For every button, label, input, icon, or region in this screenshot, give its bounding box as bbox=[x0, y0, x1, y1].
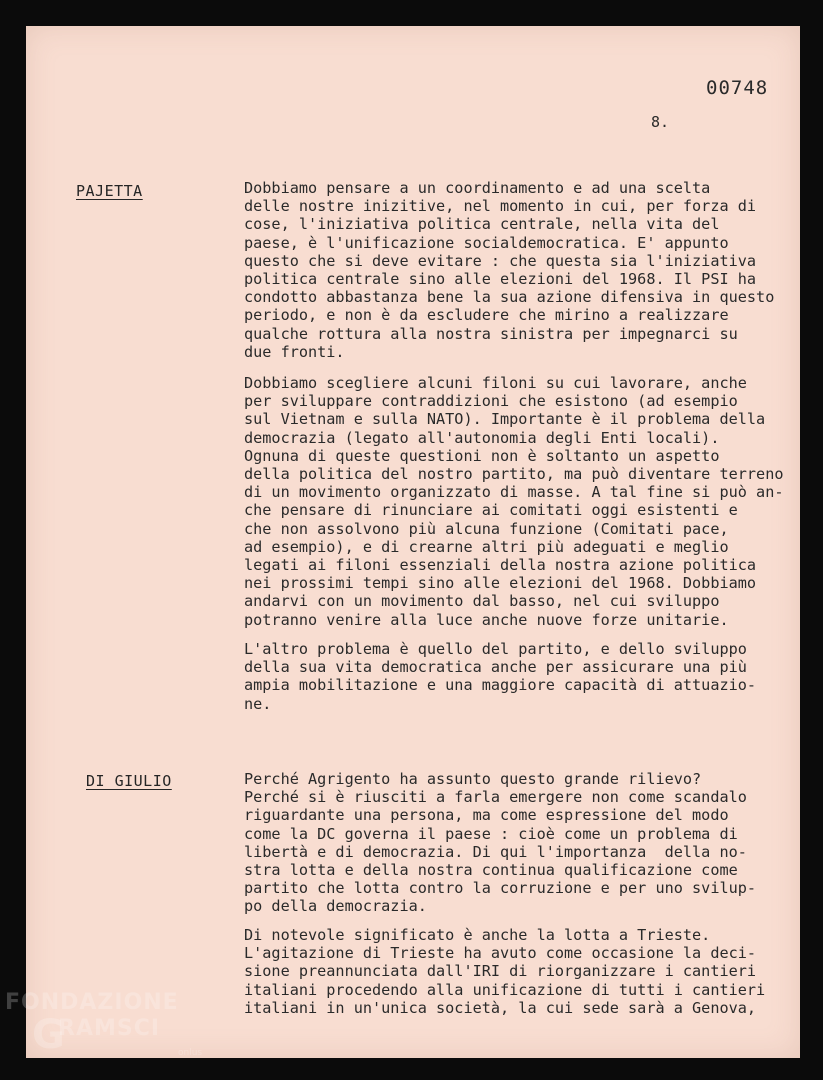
paragraph: Dobbiamo pensare a un coordinamento e ad una scelta delle nostre inizitive, nel momento in cui, per forza di cose, l'iniziativa politica centrale, nella vita del paese, è l'unificazione socialdemocratica. E' appunto questo che si deve evitare : che questa sia l'iniziativa politica centrale sino alle elezioni del 1968. Il PSI ha condotto abbastanza bene la sua azione difensiva in questo periodo, e non è da escludere che mirino a realizzare qualche rottura alla nostra sinistra per impegnarci su due fronti. bbox=[244, 179, 775, 361]
watermark-suffix: onlus bbox=[178, 1048, 203, 1058]
speaker-name-di-giulio: DI GIULIO bbox=[86, 772, 172, 790]
paragraph: L'altro problema è quello del partito, e dello sviluppo della sua vita democratica anche per assicurare una più ampia mobilitazione e una maggiore capacità di attuazio- ne. bbox=[244, 640, 757, 713]
speaker-name-pajetta: PAJETTA bbox=[76, 182, 143, 200]
watermark-text: FONDAZIONE bbox=[5, 990, 179, 1015]
paragraph: Dobbiamo scegliere alcuni filoni su cui lavorare, anche per sviluppare contraddizioni che esistono (ad esempio sul Vietnam e sulla NATO). Importante è il problema della democrazia (legato all'autonomia degli Enti locali). Ognuna di queste questioni non è soltanto un aspetto della politica del nostro partito, ma può diventare terreno di un movimento organizzato di masse. A tal fine si può an- che pensare di rinunciare ai comitati oggi esistenti e che non assolvono più alcuna funzione (Comitati pace, ad esempio), e di crearne altri più adeguati e meglio legati ai filoni essenziali della nostra azione politica nei prossimi tempi sino alle elezioni del 1968. Dobbiamo andarvi con un movimento dal basso, nel cui sviluppo potranno venire alla luce anche nuove forze unitarie. bbox=[244, 374, 784, 629]
document-number: 00748 bbox=[706, 77, 769, 99]
paragraph: Perché Agrigento ha assunto questo grande rilievo? Perché si è riusciti a farla emergere non come scandalo riguardante una persona, ma come espressione del modo come la DC governa il paese : cioè come un problema di libertà e di democrazia. Di qui l'importanza della no- stra lotta e della nostra continua qualificazione come partito che lotta contro la corruzione e per uno svilup- po della democrazia. bbox=[244, 770, 757, 916]
watermark-text: RAMSCI bbox=[58, 1016, 161, 1041]
paragraph: Di notevole significato è anche la lotta a Trieste. L'agitazione di Trieste ha avuto come occasione la deci- sione preannunciata dall'IRI di riorganizzare i cantieri italiani procedendo alla unificazione di tutti i cantieri italiani in un'unica società, la cui sede sarà a Genova, bbox=[244, 926, 766, 1017]
page-number: 8. bbox=[651, 113, 670, 131]
watermark-logo-icon: G bbox=[32, 1012, 65, 1058]
